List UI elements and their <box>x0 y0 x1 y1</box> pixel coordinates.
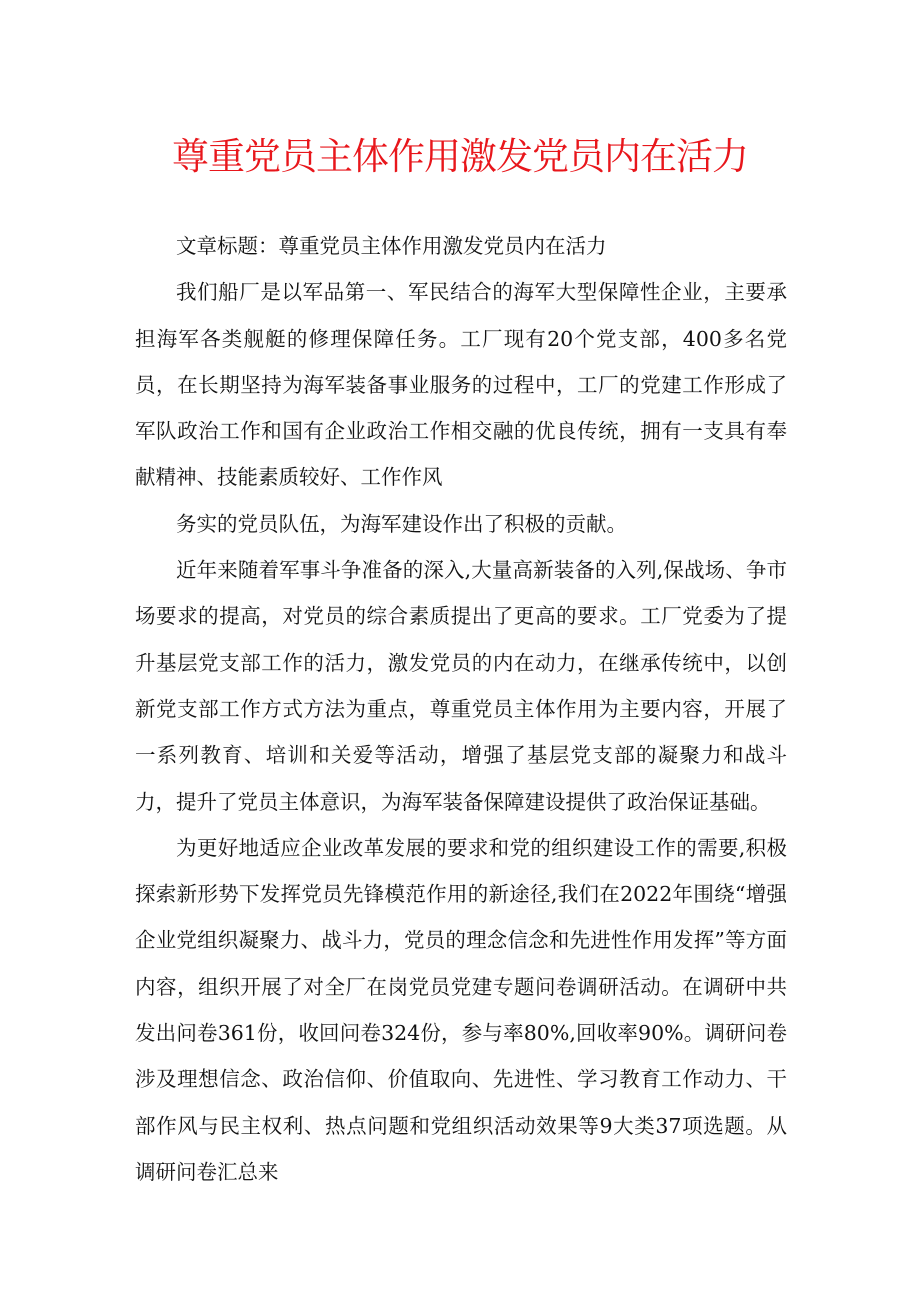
article-title-line: 文章标题：尊重党员主体作用激发党员内在活力 <box>176 234 607 258</box>
document-title: 尊重党员主体作用激发党员内在活力 <box>172 135 748 178</box>
document-body <box>135 223 787 1195</box>
paragraph-4: 为更好地适应企业改革发展的要求和党的组织建设工作的需要,积极探索新形势下发挥党员先锋模范作用的新途径,我们在2022年围绕“增强企业党组织凝聚力、战斗力，党员的理念信念和先进性作用发挥”等方面内容，组织开展了对全厂在岗党员党建专题问卷调研活动。在调研中共发出问卷361份，收回问卷324份，参与率80%,回收率90%。调研问卷涉及理想信念、政治信仰、价值取向、先进性、学习教育工作动力、干部作风与民主权利、热点问题和党组织活动效果等9大类37项选题。从调研问卷汇总来 <box>135 835 787 1184</box>
paragraph-2: 务实的党员队伍，为海军建设作出了积极的贡献。 <box>176 511 627 536</box>
paragraph-3: 近年来随着军事斗争准备的深入,大量高新装备的入列,保战场、争市场要求的提高，对党员的综合素质提出了更高的要求。工厂党委为了提升基层党支部工作的活力，激发党员的内在动力，在继承传统中，以创新党支部工作方式方法为重点，尊重党员主体作用为主要内容，开展了一系列教育、培训和关爱等活动，增强了基层党支部的凝聚力和战斗力，提升了党员主体意识，为海军装备保障建设提供了政治保证基础。 <box>135 558 787 814</box>
paragraph-1: 我们船厂是以军品第一、军民结合的海军大型保障性企业，主要承担海军各类舰艇的修理保障任务。工厂现有20个党支部，400多名党员，在长期坚持为海军装备事业服务的过程中，工厂的党建工作形成了军队政治工作和国有企业政治工作相交融的优良传统，拥有一支具有奉献精神、技能素质较好、工作作风 <box>135 280 787 490</box>
